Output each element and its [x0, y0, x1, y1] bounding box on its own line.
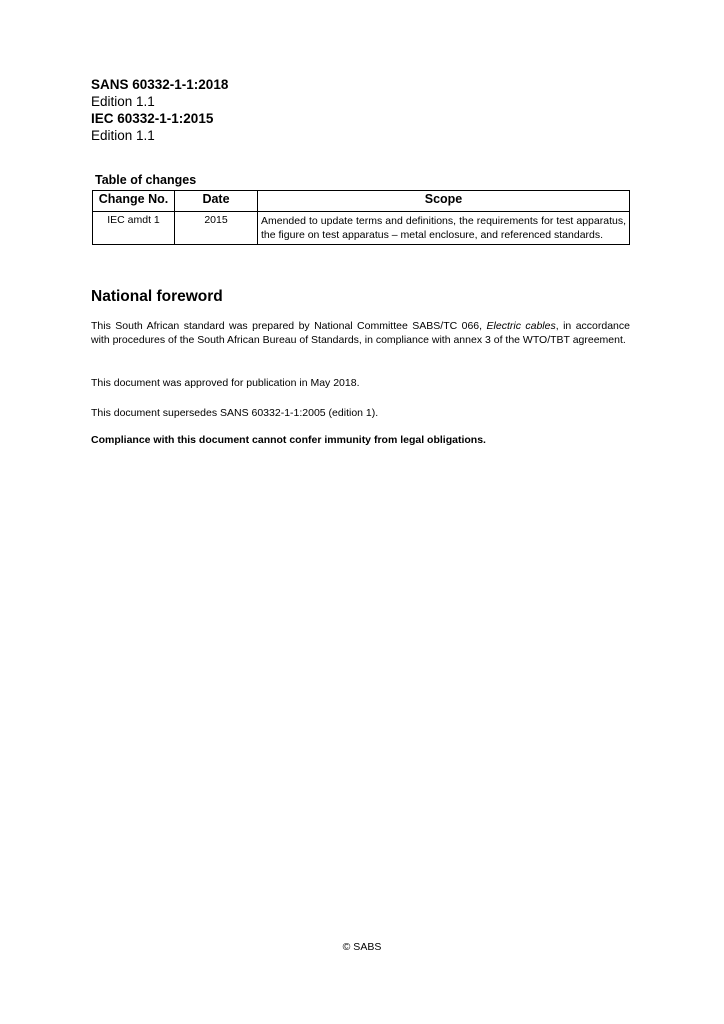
paragraph-text: , in accordance with procedures of the South African Bureau of Standards, in compliance with annex 3 of the WTO/TBT agreement.: [91, 320, 630, 346]
compliance-statement: Compliance with this document cannot confer immunity from legal obligations.: [91, 434, 486, 446]
committee-name-italic: Electric cables: [486, 320, 556, 332]
column-header-date: Date: [175, 191, 258, 212]
iec-standard-number: IEC 60332-1-1:2015: [91, 111, 214, 126]
foreword-paragraph-2: This document was approved for publication in May 2018.: [91, 377, 360, 389]
table-row: [93, 212, 630, 245]
table-of-changes: [92, 190, 630, 245]
cell-scope: Amended to update terms and definitions, the requirements for test apparatus, the figure on test apparatus – metal enclosure, and referenced standards.: [258, 212, 630, 245]
paragraph-text: This South African standard was prepared by National Committee SABS/TC 066,: [91, 320, 487, 332]
cell-date: 2015: [175, 212, 258, 245]
iec-edition: Edition 1.1: [91, 128, 155, 143]
sans-standard-number: SANS 60332-1-1:2018: [91, 77, 229, 92]
cell-change-no: IEC amdt 1: [93, 212, 175, 245]
foreword-paragraph-3: This document supersedes SANS 60332-1-1:2005 (edition 1).: [91, 407, 379, 419]
foreword-paragraph-1: [91, 320, 630, 347]
table-of-changes-title: Table of changes: [95, 173, 197, 187]
document-header: [91, 76, 228, 144]
column-header-scope: Scope: [258, 191, 630, 212]
table-header-row: [93, 191, 630, 212]
copyright-footer: © SABS: [342, 941, 382, 953]
sans-edition: Edition 1.1: [91, 94, 155, 109]
section-heading: National foreword: [91, 288, 223, 305]
column-header-change-no: Change No.: [93, 191, 175, 212]
